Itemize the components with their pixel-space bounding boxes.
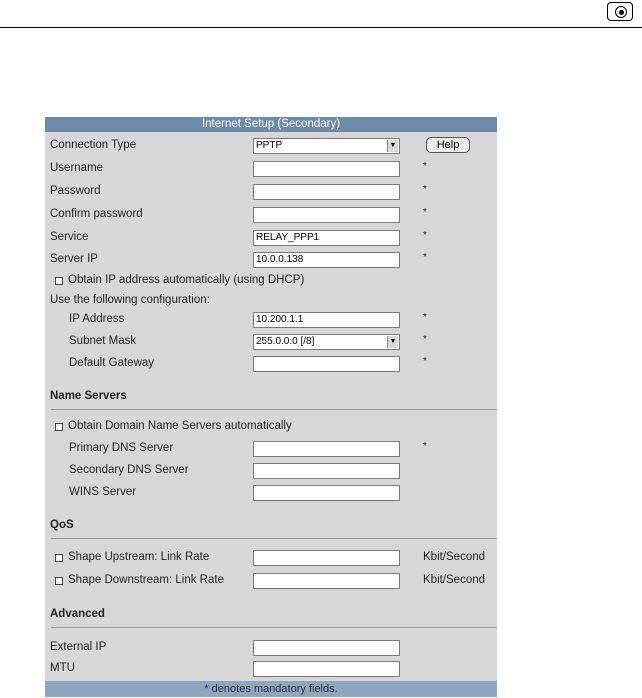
mandatory-marker: * (423, 161, 427, 172)
ip-address-label: IP Address (69, 313, 125, 325)
connection-type-label: Connection Type (50, 139, 137, 151)
secondary-dns-label: Secondary DNS Server (69, 464, 189, 476)
obtain-dns-checkbox[interactable] (55, 423, 63, 431)
help-button[interactable]: Help (426, 137, 470, 153)
wins-server-input[interactable] (253, 485, 400, 501)
name-servers-heading: Name Servers (50, 390, 127, 402)
mtu-input[interactable] (253, 661, 400, 677)
mandatory-marker: * (423, 441, 427, 452)
subnet-mask-select[interactable] (253, 334, 400, 350)
use-following-config-label: Use the following configuration: (50, 294, 210, 306)
secondary-dns-input[interactable] (253, 463, 400, 479)
shape-upstream-label: Shape Upstream: Link Rate (68, 551, 210, 563)
logo-ring (615, 6, 627, 18)
logo-dot (619, 10, 624, 15)
primary-dns-label: Primary DNS Server (69, 442, 174, 454)
external-ip-label: External IP (50, 641, 107, 653)
section-divider (51, 627, 497, 628)
mandatory-marker: * (423, 184, 427, 195)
connection-type-value: PPTP (256, 140, 283, 151)
mandatory-marker: * (423, 207, 427, 218)
primary-dns-input[interactable] (253, 441, 400, 457)
confirm-password-input[interactable] (253, 207, 400, 223)
mandatory-marker: * (423, 252, 427, 263)
advanced-heading: Advanced (50, 608, 105, 620)
service-label: Service (50, 231, 89, 243)
chevron-down-icon[interactable]: ▼ (387, 140, 398, 152)
mandatory-fields-footer: * denotes mandatory fields. (45, 681, 497, 697)
default-gateway-label: Default Gateway (69, 357, 155, 369)
external-ip-input[interactable] (253, 640, 400, 656)
password-label: Password (50, 185, 101, 197)
server-ip-input[interactable]: 10.0.0.138 (253, 252, 400, 268)
mtu-label: MTU (50, 662, 75, 674)
downstream-rate-input[interactable] (253, 573, 400, 589)
obtain-dns-label: Obtain Domain Name Servers automatically (68, 420, 292, 432)
confirm-password-label: Confirm password (50, 208, 143, 220)
connection-type-select[interactable] (253, 138, 400, 154)
mandatory-marker: * (423, 230, 427, 241)
ip-address-input[interactable]: 10.200.1.1 (253, 312, 400, 328)
shape-upstream-checkbox[interactable] (55, 554, 63, 562)
subnet-mask-value: 255.0.0.0 [/8] (256, 336, 315, 347)
password-input[interactable] (253, 184, 400, 200)
upstream-unit: Kbit/Second (423, 551, 486, 563)
subnet-mask-label: Subnet Mask (69, 335, 137, 347)
chevron-down-icon[interactable]: ▼ (387, 336, 398, 348)
qos-heading: QoS (50, 519, 74, 531)
mandatory-marker: * (423, 334, 427, 345)
internet-setup-panel (45, 117, 497, 697)
service-input[interactable]: RELAY_PPP1 (253, 230, 400, 246)
top-rule (0, 27, 642, 28)
section-divider (51, 409, 497, 410)
wins-server-label: WINS Server (69, 486, 137, 498)
downstream-unit: Kbit/Second (423, 574, 486, 586)
panel-title: Internet Setup (Secondary) (45, 117, 497, 132)
mandatory-marker: * (423, 312, 427, 323)
username-label: Username (50, 162, 104, 174)
power-logo-icon (607, 2, 633, 21)
shape-downstream-checkbox[interactable] (55, 577, 63, 585)
username-input[interactable] (253, 161, 400, 177)
section-divider (51, 538, 497, 539)
obtain-dhcp-label: Obtain IP address automatically (using DHCP) (68, 274, 305, 286)
obtain-dhcp-checkbox[interactable] (55, 277, 63, 285)
server-ip-label: Server IP (50, 253, 98, 265)
shape-downstream-label: Shape Downstream: Link Rate (68, 574, 224, 586)
default-gateway-input[interactable] (253, 356, 400, 372)
mandatory-marker: * (423, 356, 427, 367)
upstream-rate-input[interactable] (253, 550, 400, 566)
